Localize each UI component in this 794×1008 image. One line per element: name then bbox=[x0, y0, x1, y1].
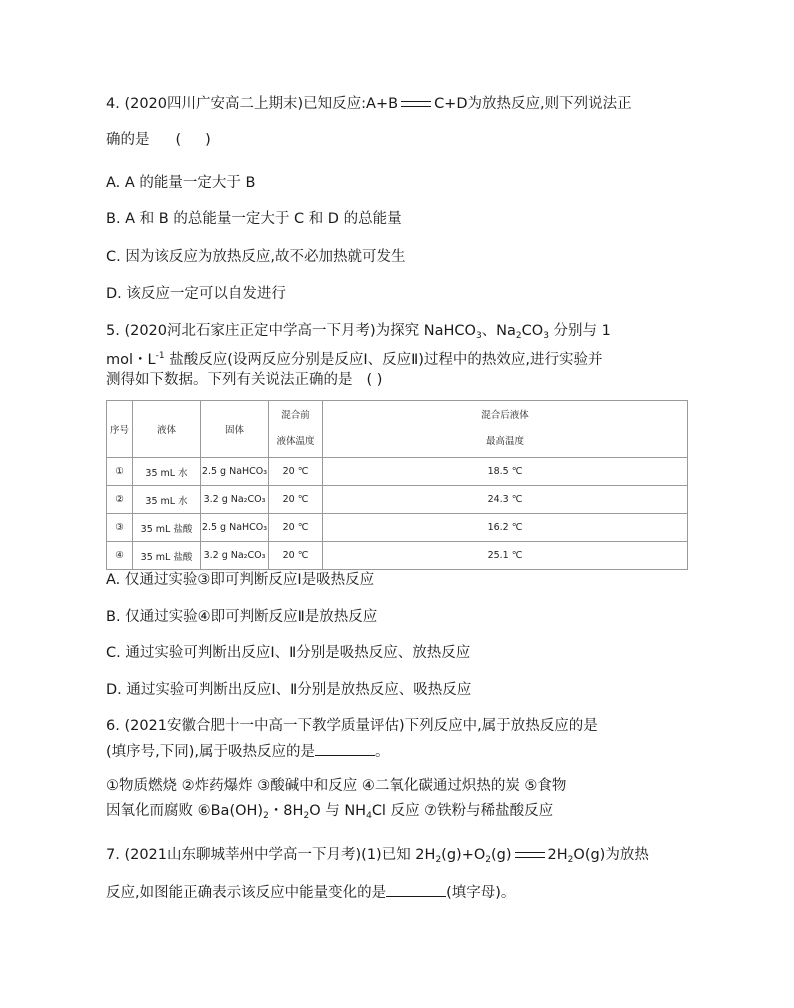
table-row: ③ 35 mL 盐酸 2.5 g NaHCO₃ 20 ℃ 16.2 ℃ bbox=[107, 514, 688, 542]
q4-option-d: D. 该反应一定可以自发进行 bbox=[106, 286, 286, 302]
header-temp-before: 混合前 液体温度 bbox=[269, 401, 323, 458]
q5-stem-line2: mol・$L^{-1}$ 盐酸反应(设两反应分别是反应Ⅰ、反应Ⅱ)过程中的热效应,进行实验并 bbox=[106, 351, 603, 368]
q5-option-d: D. 通过实验可判断出反应Ⅰ、Ⅱ分别是放热反应、吸热反应 bbox=[106, 682, 472, 698]
table-row: ① 35 mL 水 2.5 g NaHCO₃ 20 ℃ 18.5 ℃ bbox=[107, 458, 688, 486]
q4-option-a: A. A 的能量一定大于 B bbox=[106, 175, 256, 191]
q4-option-c: C. 因为该反应为放热反应,故不必加热就可发生 bbox=[106, 249, 406, 265]
q4-option-b: B. A 和 B 的总能量一定大于 C 和 D 的总能量 bbox=[106, 211, 402, 227]
header-index: 序号 bbox=[107, 401, 133, 458]
answer-blank[interactable] bbox=[386, 882, 446, 897]
q4-stem-line2: 确的是 ( ) bbox=[106, 132, 211, 148]
q6-items-line1: ①物质燃烧 ②炸药爆炸 ③酸碱中和反应 ④二氧化碳通过炽热的炭 ⑤食物 bbox=[106, 778, 567, 794]
table-header-row bbox=[107, 401, 688, 458]
q7-stem-line2: 反应,如图能正确表示该反应中能量变化的是 (填字母)。 bbox=[106, 882, 515, 903]
q6-stem-line2: (填序号,下同),属于吸热反应的是 。 bbox=[106, 741, 390, 762]
header-liquid: 液体 bbox=[133, 401, 201, 458]
table-row: ④ 35 mL 盐酸 3.2 g Na₂CO₃ 20 ℃ 25.1 ℃ bbox=[107, 542, 688, 570]
q6-stem-line1: 6. (2021安徽合肥十一中高一下教学质量评估)下列反应中,属于放热反应的是 bbox=[106, 718, 598, 734]
q5-stem-line3: 测得如下数据。下列有关说法正确的是 ( ) bbox=[106, 372, 383, 388]
q4-stem-line1: 4. (2020四川广安高二上期末)已知反应:A+B C+D为放热反应,则下列说法正 bbox=[106, 96, 632, 112]
table-row: ② 35 mL 水 3.2 g Na₂CO₃ 20 ℃ 24.3 ℃ bbox=[107, 486, 688, 514]
header-temp-after: 混合后液体 最高温度 bbox=[323, 401, 688, 458]
q5-option-a: A. 仅通过实验③即可判断反应Ⅰ是吸热反应 bbox=[106, 572, 375, 588]
reaction-arrow-icon bbox=[515, 852, 545, 858]
q5-data-table bbox=[106, 400, 688, 570]
answer-blank[interactable] bbox=[315, 741, 375, 756]
q5-option-b: B. 仅通过实验④即可判断反应Ⅱ是放热反应 bbox=[106, 609, 378, 625]
q5-stem-line1: 5. (2020河北石家庄正定中学高一下月考)为探究 NaHCO$_3$、$Na_2CO_3$ 分别与 1 bbox=[106, 323, 611, 341]
reaction-arrow-icon bbox=[401, 101, 431, 107]
header-solid: 固体 bbox=[201, 401, 269, 458]
q5-option-c: C. 通过实验可判断出反应Ⅰ、Ⅱ分别是吸热反应、放热反应 bbox=[106, 645, 471, 661]
q6-items-line2: 因氧化而腐败 $⑥Ba(OH)_2$・$8H_2O$ 与 $NH_4Cl$ 反应 ⑦铁粉与稀盐酸反应 bbox=[106, 803, 554, 821]
q7-stem-line1: 7. (2021山东聊城莘州中学高一下月考)(1)已知 $2H_2(g)+O_2(g)$ $2H_2O(g)$为放热 bbox=[106, 847, 649, 865]
